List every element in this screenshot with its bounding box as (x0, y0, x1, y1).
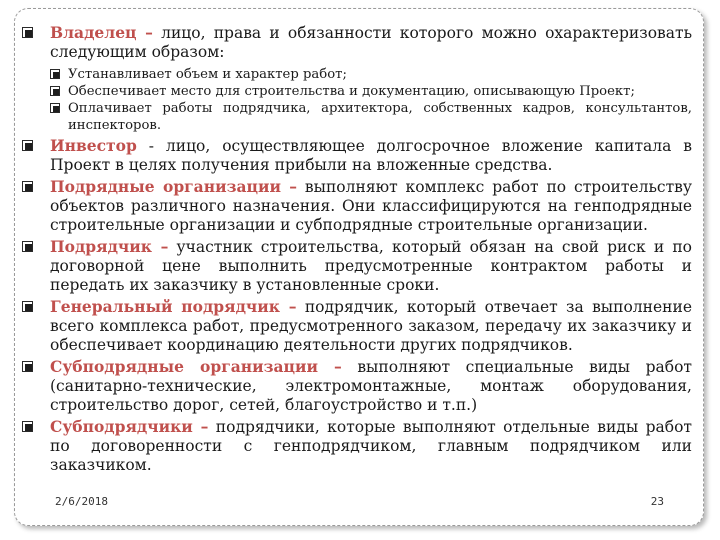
term-label: Генеральный подрядчик – (50, 297, 297, 316)
term-definition: подрядчик, который отвечает за выполнение всего комплекса работ, предусмотренного заказом, передачу их заказчику и обеспечивает координацию деятельности других подрядчиков. (50, 298, 692, 354)
term-label: Субподрядчики – (50, 417, 209, 436)
checkbox-bullet-icon (22, 421, 33, 432)
list-item (22, 297, 692, 355)
term-definition: - лицо, осуществляющее долгосрочное вложение капитала в Проект в целях получения прибыли на вложенные средства. (50, 137, 692, 174)
sub-list-item (50, 100, 692, 134)
list-item (22, 23, 692, 134)
sub-list (50, 66, 692, 134)
checkbox-bullet-icon (50, 86, 60, 96)
list-item (22, 357, 692, 415)
checkbox-bullet-icon (22, 301, 33, 312)
checkbox-bullet-icon (22, 361, 33, 372)
footer-date: 2/6/2018 (55, 495, 108, 508)
list-item (22, 237, 692, 295)
checkbox-bullet-icon (22, 241, 33, 252)
checkbox-bullet-icon (22, 27, 33, 38)
sub-item-text: Обеспечивает место для строительства и документацию, описывающую Проект; (68, 84, 635, 99)
term-label: Инвестор (50, 136, 137, 155)
term-label: Подрядчик – (50, 237, 169, 256)
term-definition: участник строительства, который обязан на свой риск и по договорной цене выполнить предусмотренные контрактом работы и передать их заказчику в установленные сроки. (50, 238, 693, 294)
term-label: Владелец – (50, 23, 153, 42)
bullet-list (22, 23, 692, 477)
checkbox-bullet-icon (50, 103, 60, 113)
term-definition: подрядчики, которые выполняют отдельные виды работ по договоренности с генподрядчиком, главным подрядчиком или заказчиком. (50, 418, 692, 474)
term-label: Подрядные организации – (50, 177, 298, 196)
checkbox-bullet-icon (22, 140, 33, 151)
sub-item-text: Оплачивает работы подрядчика, архитектора, собственных кадров, консультантов, инспекторов. (68, 101, 692, 133)
page-number: 23 (650, 495, 664, 508)
list-item (22, 136, 692, 175)
sub-list-item (50, 66, 692, 83)
checkbox-bullet-icon (50, 69, 60, 79)
sub-list-item (50, 83, 692, 100)
term-definition: выполняют специальные виды работ (санитарно-технические, электромонтажные, монтаж оборудования, строительство дорог, сетей, благоустройство и т.п.) (50, 358, 692, 414)
term-label: Субподрядные организации – (50, 357, 342, 376)
checkbox-bullet-icon (22, 181, 33, 192)
term-definition: лицо, права и обязанности которого можно охарактеризовать следующим образом: (50, 24, 693, 61)
list-item (22, 177, 692, 235)
sub-item-text: Устанавливает объем и характер работ; (68, 67, 347, 82)
term-definition: выполняют комплекс работ по строительству объектов различного назначения. Они классифицируются на генподрядные строительные организации и субподрядные строительные организации. (50, 178, 692, 234)
list-item (22, 417, 692, 475)
